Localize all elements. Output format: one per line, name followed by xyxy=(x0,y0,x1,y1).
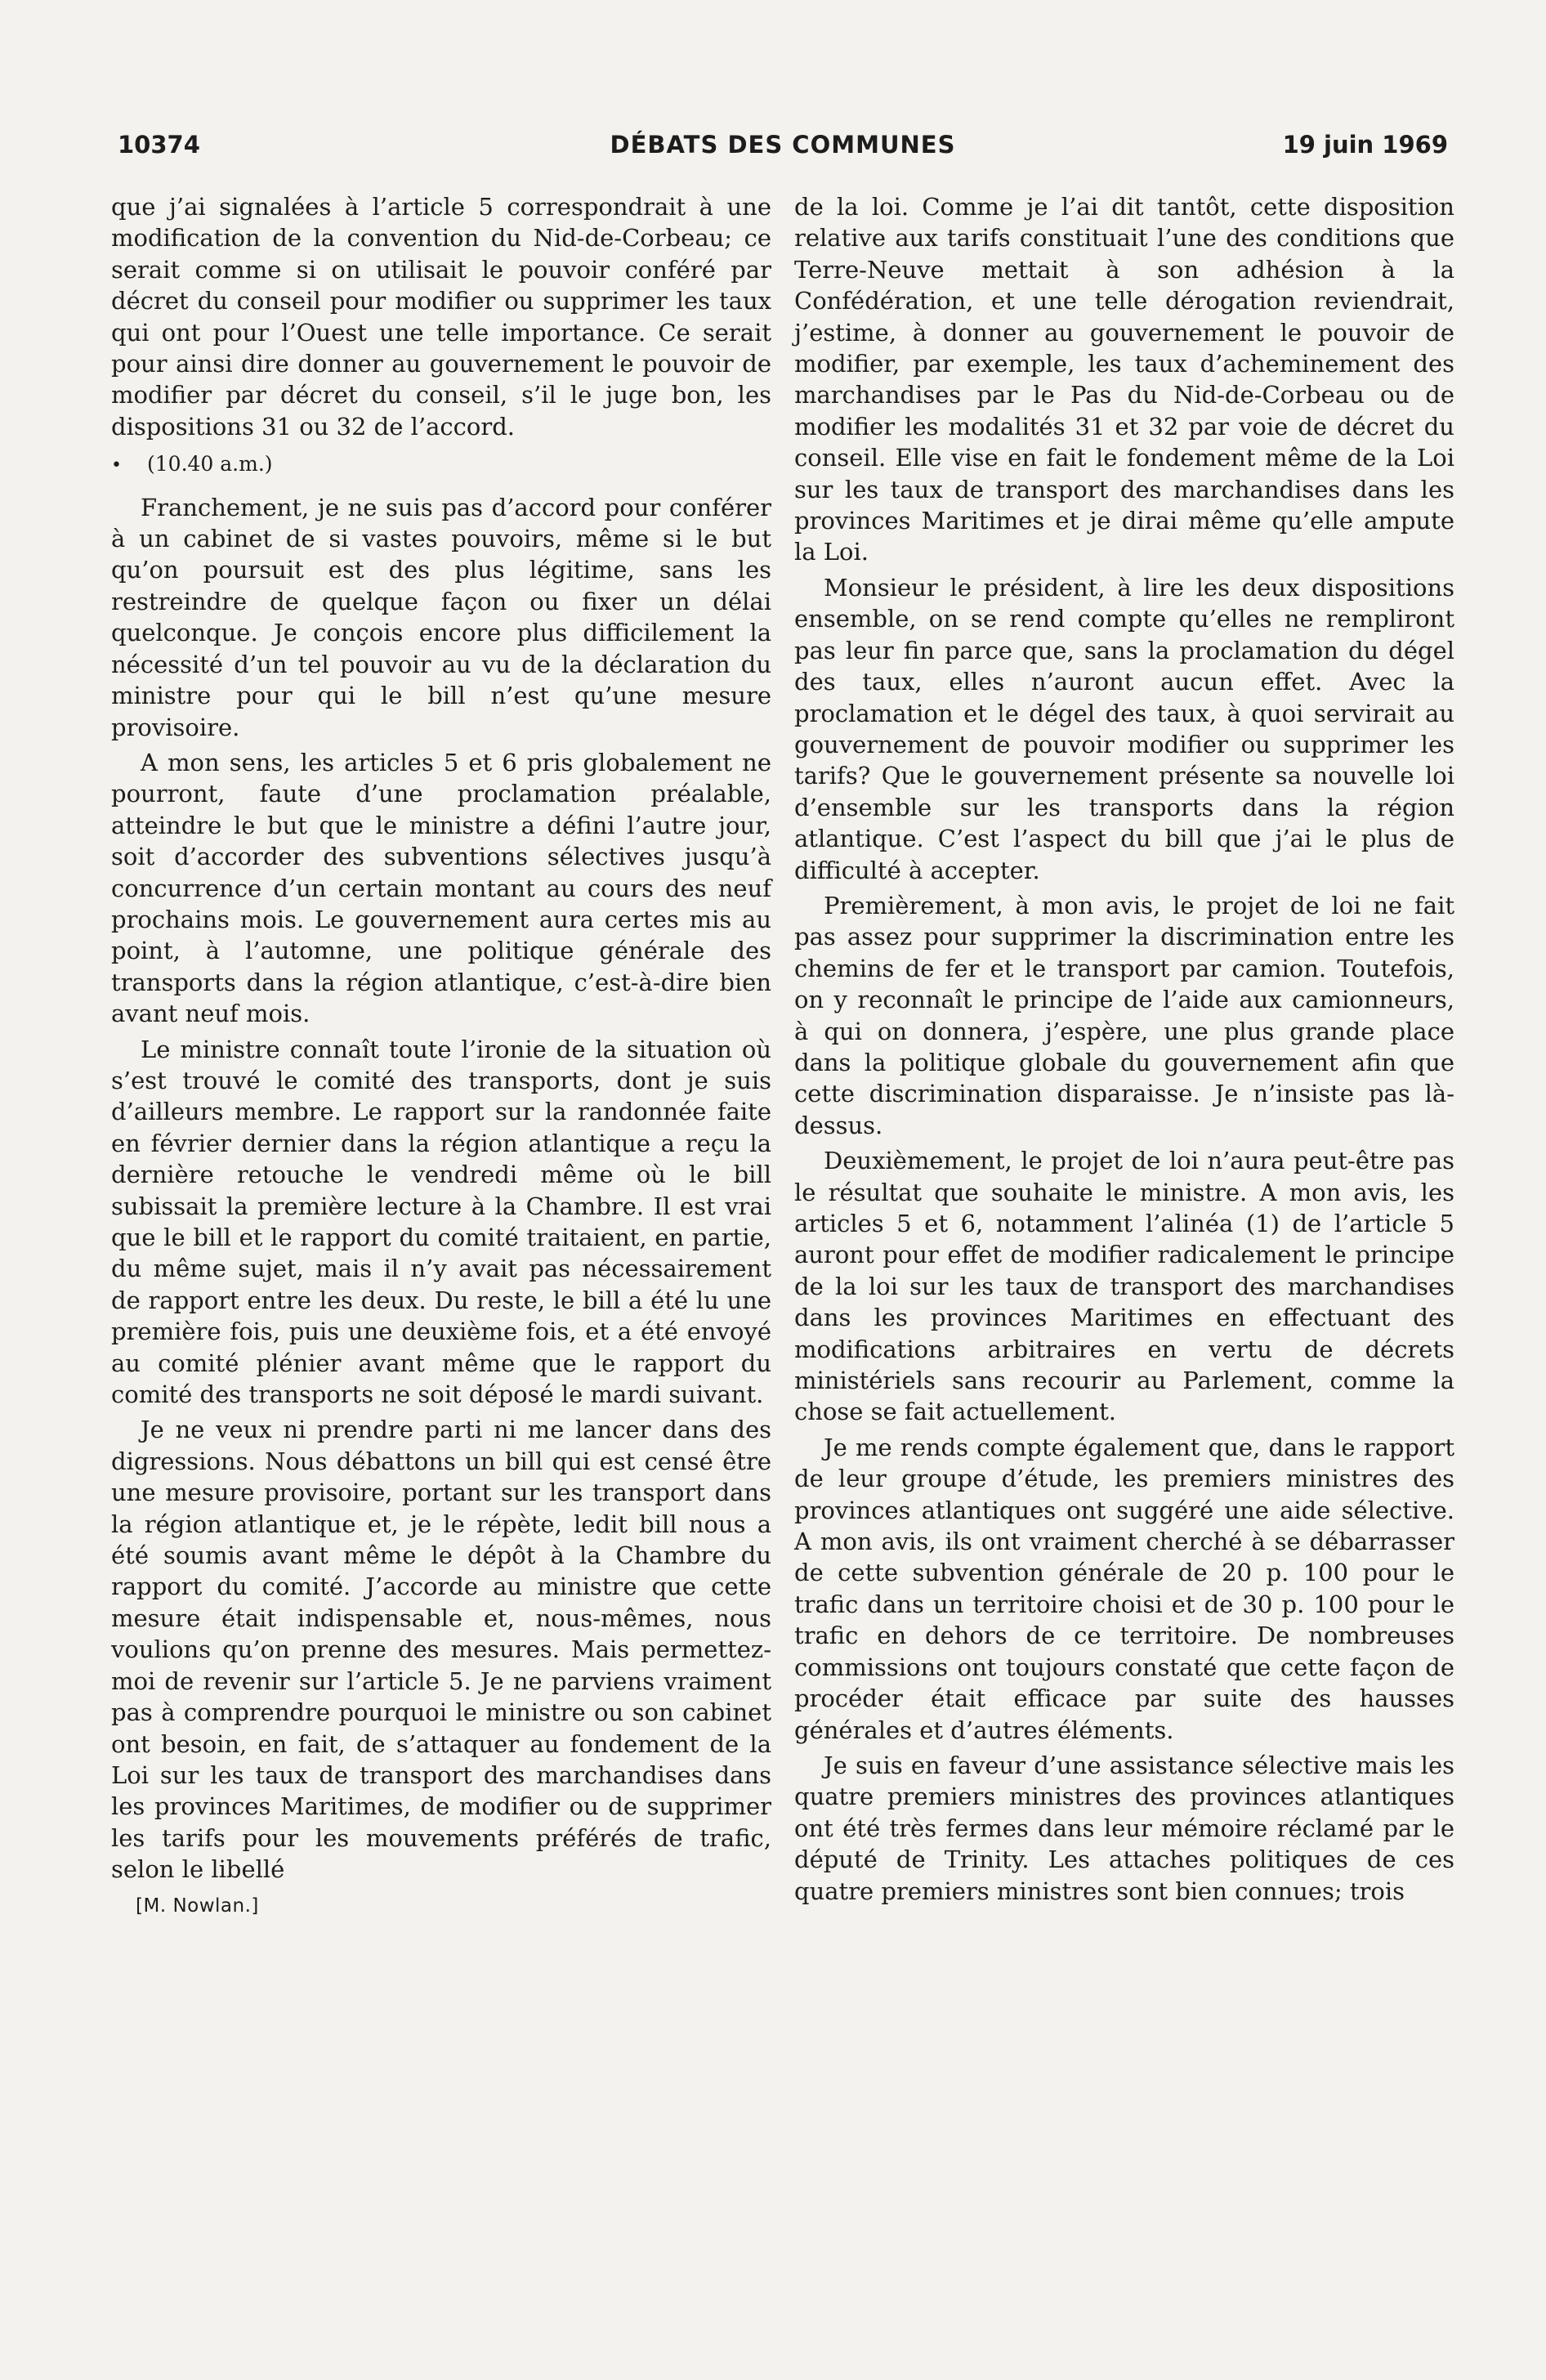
paragraph: Je me rends compte également que, dans le rapport de leur groupe d’étude, les premiers ministres des provinces atlantiques ont suggéré une aide sélective. A mon avis, ils ont vraiment cherché à se débarrasser de cette subvention générale de 20 p. 100 pour le trafic dans un territoire choisi et de 30 p. 100 pour le trafic en dehors de ce territoire. De nombreuses commissions ont toujours constaté que cette façon de procéder était efficace par suite des hausses générales et d’autres éléments. xyxy=(794,1433,1454,1744)
paragraph: Deuxièmement, le projet de loi n’aura peut-être pas le résultat que souhaite le ministre. A mon avis, les articles 5 et 6, notamment l’alinéa (1) de l’article 5 auront pour effet de modifier radicalement le principe de la loi sur les taux de transport des marchandises dans les provinces Maritimes en effectuant des modifications arbitraires en vertu de décrets ministériels sans recourir au Parlement, comme la chose se fait actuellement. xyxy=(794,1147,1454,1426)
publication-title: DÉBATS DES COMMUNES xyxy=(610,131,956,159)
paragraph: Le ministre connaît toute l’ironie de la situation où s’est trouvé le comité des transports, dont je suis d’ailleurs membre. Le rapport sur la randonnée faite en février dernier dans la région atlantique a reçu la dernière retouche le vendredi même où le bill subissait la première lecture à la Chambre. Il est vrai que le bill et le rapport du comité traitaient, en partie, du même sujet, mais il n’y avait pas nécessairement de rapport entre les deux. Du reste, le bill a été lu une première fois, puis une deuxième fois, et a été envoyé au comité plénier avant même que le rapport du comité des transports ne soit déposé le mardi suivant. xyxy=(111,1035,771,1409)
time-marker xyxy=(111,449,771,481)
paragraph: A mon sens, les articles 5 et 6 pris globalement ne pourront, faute d’une proclamation préalable, atteindre le but que le ministre a défini l’autre jour, soit d’accorder des subventions sélectives jusqu’à concurrence d’un certain montant au cours des neuf prochains mois. Le gouvernement aura certes mis au point, à l’automne, une politique générale des transports dans la région atlantique, c’est-à-dire bien avant neuf mois. xyxy=(111,748,771,1028)
page-number: 10374 xyxy=(118,131,200,159)
bullet-icon: • xyxy=(111,455,122,476)
speaker-attribution: [M. Nowlan.] xyxy=(136,1895,259,1917)
paragraph: Je ne veux ni prendre parti ni me lancer dans des digressions. Nous débattons un bill qui est censé être une mesure provisoire, portant sur les transport dans la région atlantique et, je le répète, ledit bill nous a été soumis avant même le dépôt à la Chambre du rapport du comité. J’accorde au ministre que cette mesure était indispensable et, nous-mêmes, nous voulions qu’on prenne des mesures. Mais permettez-moi de revenir sur l’article 5. Je ne parviens vraiment pas à comprendre pourquoi le ministre ou son cabinet ont besoin, en fait, de s’attaquer au fondement de la Loi sur les taux de transport des marchandises dans les provinces Maritimes, de modifier ou de supprimer les tarifs pour les mouvements préférés de trafic, selon le libellé xyxy=(111,1416,771,1884)
paragraph: de la loi. Comme je l’ai dit tantôt, cette disposition relative aux tarifs constituait l’une des conditions que Terre-Neuve mettait à son adhésion à la Confédération, et une telle dérogation reviendrait, j’estime, à donner au gouvernement le pouvoir de modifier, par exemple, les taux d’acheminement des marchandises par le Pas du Nid-de-Corbeau ou de modifier les modalités 31 et 32 par voie de décret du conseil. Elle vise en fait le fondement même de la Loi sur les taux de transport des marchandises dans les provinces Maritimes et je dirai même qu’elle ampute la Loi. xyxy=(794,193,1454,566)
page-date: 19 juin 1969 xyxy=(1282,131,1448,159)
left-column xyxy=(111,191,771,1917)
page-header xyxy=(111,131,1454,173)
paragraph: Je suis en faveur d’une assistance sélective mais les quatre premiers ministres des provinces atlantiques ont été très fermes dans leur mémoire réclamé par le député de Trinity. Les attaches politiques de ces quatre premiers ministres sont bien connues; trois xyxy=(794,1751,1454,1905)
paragraph: Premièrement, à mon avis, le projet de loi ne fait pas assez pour supprimer la discrimination entre les chemins de fer et le transport par camion. Toutefois, on y reconnaît le principe de l’aide aux camionneurs, à qui on donnera, j’espère, une plus grande place dans la politique globale du gouvernement afin que cette discrimination disparaisse. Je n’insiste pas là-dessus. xyxy=(794,891,1454,1139)
text-columns xyxy=(111,191,1454,1917)
paragraph: que j’ai signalées à l’article 5 correspondrait à une modification de la convention du Nid-de-Corbeau; ce serait comme si on utilisait le pouvoir conféré par décret du conseil pour modifier ou supprimer les taux qui ont pour l’Ouest une telle importance. Ce serait pour ainsi dire donner au gouvernement le pouvoir de modifier par décret du conseil, s’il le juge bon, les dispositions 31 ou 32 de l’accord. xyxy=(111,193,771,441)
right-column xyxy=(794,191,1454,1917)
time-stamp: (10.40 a.m.) xyxy=(147,452,273,476)
paragraph: Monsieur le président, à lire les deux dispositions ensemble, on se rend compte qu’elles ne rempliront pas leur fin parce que, sans la proclamation du dégel des taux, elles n’auront aucun effet. Avec la proclamation et le dégel des taux, à quoi servirait au gouvernement de pouvoir modifier ou supprimer les tarifs? Que le gouvernement présente sa nouvelle loi d’ensemble sur les transports dans la région atlantique. C’est l’aspect du bill que j’ai le plus de difficulté à accepter. xyxy=(794,573,1454,884)
paragraph: Franchement, je ne suis pas d’accord pour conférer à un cabinet de si vastes pouvoirs, même si le but qu’on poursuit est des plus légitime, sans les restreindre de quelque façon ou fixer un délai quelconque. Je conçois encore plus difficilement la nécessité d’un tel pouvoir au vu de la déclaration du ministre pour qui le bill n’est qu’une mesure provisoire. xyxy=(111,493,771,741)
